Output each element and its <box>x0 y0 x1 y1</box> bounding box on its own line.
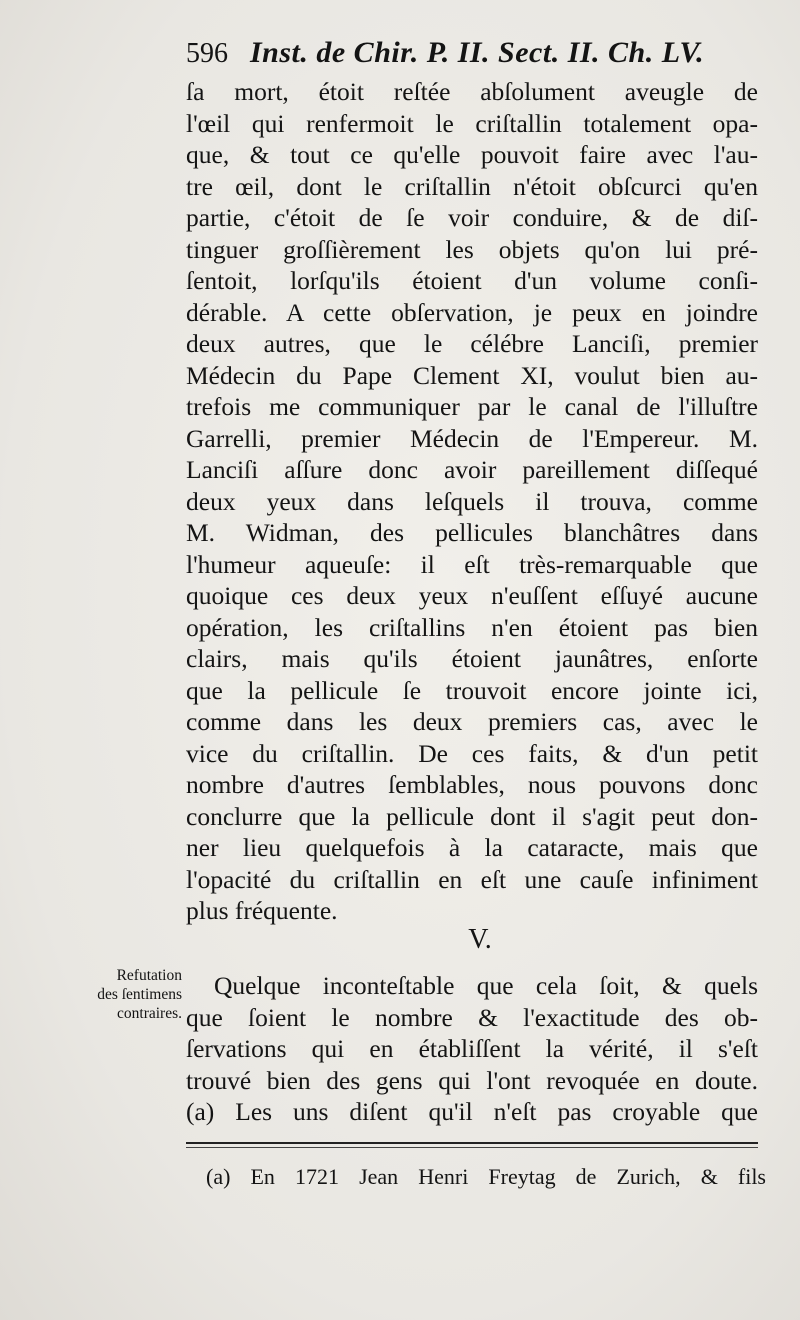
text-line: deux autres, que le célébre Lanciſi, premier <box>186 329 758 358</box>
text-line: opération, les criſtallins n'en étoient pas bien <box>186 612 758 642</box>
main-paragraph <box>186 76 758 927</box>
margin-note-line: contraires. <box>117 1005 182 1022</box>
section-heading: V. <box>468 924 492 955</box>
text-line: deux yeux dans leſquels il trouva, comme <box>186 486 758 516</box>
text-line: l'humeur aqueuſe: il eſt très-remarquable que <box>186 549 758 579</box>
footnote-rule-thin <box>186 1147 758 1148</box>
running-head: Inst. de Chir. P. II. Sect. II. Ch. LV. <box>250 36 705 69</box>
footnote: (a) En 1721 Jean Henri Freytag de Zurich, & fils <box>206 1164 766 1189</box>
text-line: ner lieu quelquefois à la cataracte, mais que <box>186 833 758 862</box>
margin-note-line: Refutation <box>116 967 182 984</box>
text-line: l'œil qui renfermoit le criſtallin totalement opa- <box>186 108 758 138</box>
text-line: nombre d'autres ſemblables, nous pouvons donc <box>186 770 758 799</box>
text-line: que ſoient le nombre & l'exactitude des ob- <box>186 1002 758 1032</box>
text-line: plus fréquente. <box>186 896 338 925</box>
margin-note <box>52 966 182 1023</box>
text-line: Lanciſi aſſure donc avoir pareillement diſſequé <box>186 455 758 484</box>
footnote-rule <box>186 1142 758 1144</box>
text-line: ſentoit, lorſqu'ils étoient d'un volume conſi- <box>186 266 758 295</box>
text-line: clairs, mais qu'ils étoient jaunâtres, enſorte <box>186 644 758 673</box>
text-line: comme dans les deux premiers cas, avec le <box>186 707 758 736</box>
text-line: trefois me communiquer par le canal de l'illuſtre <box>186 392 758 421</box>
text-line: ſervations qui en établiſſent la vérité, il s'eſt <box>186 1034 758 1063</box>
text-line: trouvé bien des gens qui l'ont revoquée en doute. <box>186 1065 758 1095</box>
text-line: Quelque inconteſtable que cela ſoit, & quels <box>214 971 758 1000</box>
text-line: dérable. A cette obſervation, je peux en joindre <box>186 297 758 327</box>
text-line: conclurre que la pellicule dont il s'agit peut don- <box>186 801 758 831</box>
text-line: ſa mort, étoit reſtée abſolument aveugle de <box>186 77 758 106</box>
text-line: que, & tout ce qu'elle pouvoit faire avec l'au- <box>186 140 758 169</box>
text-line: que la pellicule ſe trouvoit encore jointe ici, <box>186 675 758 705</box>
text-line: vice du criſtallin. De ces faits, & d'un petit <box>186 738 758 768</box>
text-line: M. Widman, des pellicules blanchâtres dans <box>186 518 758 547</box>
text-line: l'opacité du criſtallin en eſt une cauſe infiniment <box>186 864 758 894</box>
text-line: Garrelli, premier Médecin de l'Empereur. M. <box>186 423 758 453</box>
text-line: tinguer groſſièrement les objets qu'on lui pré- <box>186 234 758 264</box>
page-header <box>186 36 746 76</box>
text-line: Médecin du Pape Clement XI, voulut bien au- <box>186 360 758 390</box>
page-number: 596 <box>186 38 228 69</box>
margin-note-line: des ſentimens <box>97 986 182 1003</box>
text-line: quoique ces deux yeux n'euſſent eſſuyé aucune <box>186 581 758 610</box>
text-line: (a) Les uns diſent qu'il n'eſt pas croyable que <box>186 1097 758 1126</box>
section-paragraph <box>186 970 758 1128</box>
text-line: partie, c'étoit de ſe voir conduire, & de diſ- <box>186 203 758 232</box>
text-line: tre œil, dont le criſtallin n'étoit obſcurci qu'en <box>186 171 758 201</box>
